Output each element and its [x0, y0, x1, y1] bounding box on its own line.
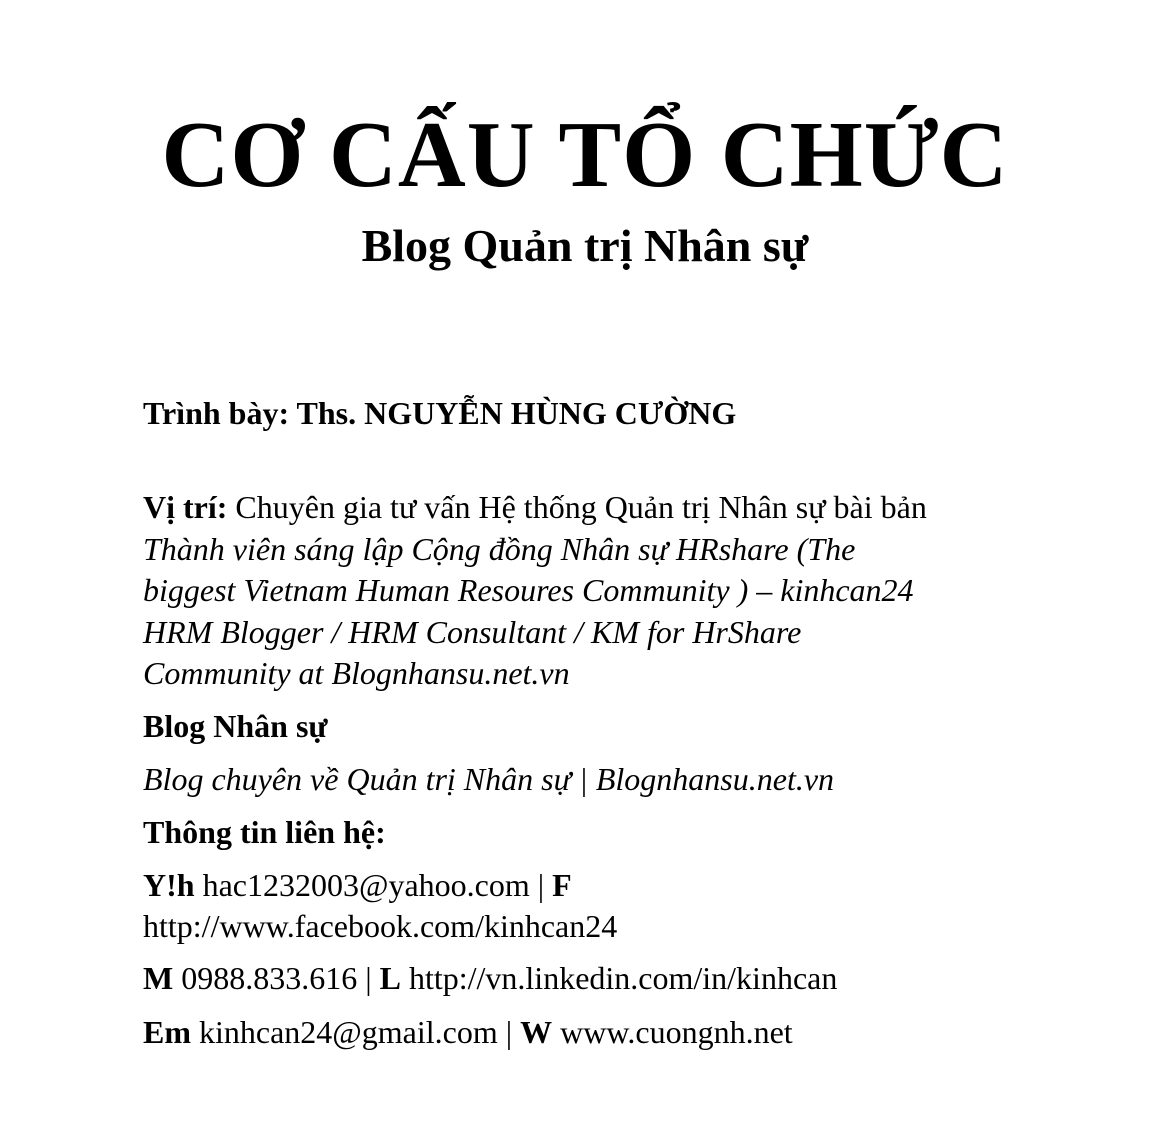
- mobile-label: M: [143, 960, 174, 996]
- separator: |: [505, 1014, 513, 1050]
- facebook-label: F: [552, 867, 572, 903]
- yahoo-value[interactable]: hac1232003@yahoo.com: [202, 867, 530, 903]
- document-title: CƠ CẤU TỔ CHỨC: [161, 103, 1009, 207]
- mobile-value[interactable]: 0988.833.616: [181, 960, 358, 996]
- linkedin-value[interactable]: http://vn.linkedin.com/in/kinhcan: [408, 960, 838, 996]
- contact-email-line: [143, 1012, 793, 1053]
- position-detail-line: Community at Blognhansu.net.vn: [143, 655, 570, 691]
- presenter-line: [143, 393, 736, 434]
- presenter-name: Ths. NGUYỄN HÙNG CƯỜNG: [296, 395, 737, 431]
- email-value[interactable]: kinhcan24@gmail.com: [199, 1014, 498, 1050]
- contact-heading: Thông tin liên hệ:: [143, 814, 386, 850]
- website-label: W: [520, 1014, 553, 1050]
- position-value: Chuyên gia tư vấn Hệ thống Quản trị Nhân sự bài bản: [235, 489, 927, 525]
- separator: |: [537, 867, 545, 903]
- website-value[interactable]: www.cuongnh.net: [560, 1014, 793, 1050]
- blog-heading: Blog Nhân sự: [143, 708, 328, 744]
- document-subtitle: Blog Quản trị Nhân sự: [361, 220, 809, 271]
- contact-mobile-line: [143, 958, 837, 999]
- yahoo-label: Y!h: [143, 867, 195, 903]
- position-detail-line: HRM Blogger / HRM Consultant / KM for HrShare: [143, 614, 802, 650]
- position-detail-line: Thành viên sáng lập Cộng đồng Nhân sự HRshare (The: [143, 531, 856, 567]
- contact-yahoo-line: [143, 865, 572, 906]
- email-label: Em: [143, 1014, 191, 1050]
- presenter-label: Trình bày:: [143, 395, 290, 431]
- position-label: Vị trí:: [143, 489, 228, 525]
- linkedin-label: L: [379, 960, 401, 996]
- separator: |: [365, 960, 372, 996]
- position-detail-line: biggest Vietnam Human Resoures Community ) – kinhcan24: [143, 572, 914, 608]
- blog-description: Blog chuyên về Quản trị Nhân sự | Blognhansu.net.vn: [143, 761, 835, 797]
- position-line: [143, 487, 927, 528]
- facebook-value[interactable]: http://www.facebook.com/kinhcan24: [143, 908, 618, 944]
